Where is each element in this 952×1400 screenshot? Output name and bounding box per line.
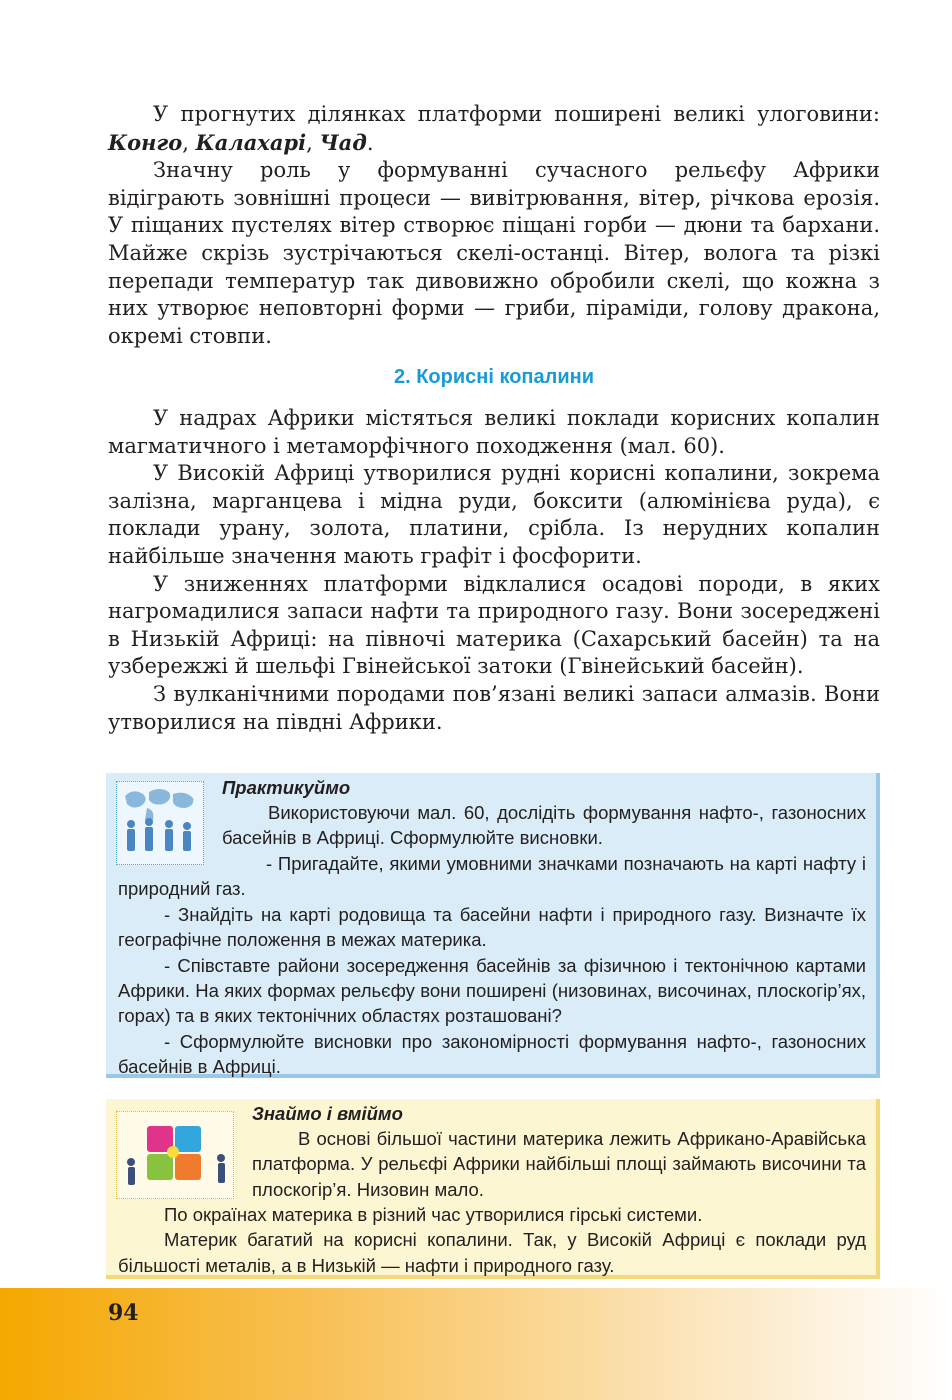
practice-step: - Знайдіть на карті родовища та басейни нафти і природного газу. Визначте їх географічне положення в межах материка. <box>118 903 866 951</box>
basin-name: Конго <box>108 129 183 155</box>
practice-step: - Співставте райони зосередження басейнів за фізичною і тектонічною картами Африки. На яких формах рельєфу вони поширені (низовинах, височинах, плоскогір’ях, горах) та в яких тектонічних областях розташовані? <box>118 954 866 1027</box>
know-title <box>252 1101 866 1126</box>
paragraph-relief: Значну роль у формуванні сучасного рельєфу Африки відіграють зовнішні процеси — вивітрювання, вітер, річкова ерозія. У піщаних пустелях вітер створює піщані горби — дюни та бархани. Майже скрізь зустрічаються скелі-останці. Вітер, волога та різкі перепади температур так дивовижно обробили скелі, що кожна з них утворює неповторні форми — гриби, піраміди, голову дракона, окремі стовпи. <box>108 158 880 348</box>
basin-name: Чад <box>319 129 367 155</box>
practice-intro-text: Використовуючи мал. 60, дослідіть формування нафто-, газоносних басейнів в Африці. Сформулюйте висновки. <box>222 802 866 849</box>
know-p1 <box>252 1126 866 1202</box>
paragraph-minerals-intro: У надрах Африки містяться великі поклади корисних копалин магматичного і метаморфічного походження (мал. 60). <box>108 406 880 458</box>
practice-title-text: Практикуймо <box>222 777 351 798</box>
know-box <box>106 1099 880 1279</box>
paragraph-high-africa: У Високій Африці утворилися рудні корисні копалини, зокрема залізна, марганцева і мідна руди, боксити (алюмінієва руда), є поклади урану, золота, платини, срібла. Із нерудних копалин найбільше значення мають графіт і фосфорити. <box>108 461 880 568</box>
paragraph-basins-text: У прогнутих ділянках платформи поширені великі улоговини: <box>153 102 880 126</box>
know-p1-text: В основі більшої частини материка лежить Африкано-Аравійська платформа. У рельєфі Африки найбільші площі займають височини та плоскогір’я. Низовин мало. <box>252 1128 866 1200</box>
minerals-text <box>108 405 880 736</box>
page-number: 94 <box>108 1300 139 1326</box>
practice-title <box>222 775 866 800</box>
intro-text <box>108 101 880 350</box>
know-p2-text: По окраїнах материка в різний час утворилися гірські системи. <box>164 1204 703 1225</box>
practice-step: - Сформулюйте висновки про закономірності формування нафто-, газоносних басейнів в Африці. <box>118 1030 866 1078</box>
practice-box <box>106 773 880 1078</box>
paragraph-basins: У прогнутих ділянках платформи поширені великі улоговини: Конго, Калахарі, Чад. <box>108 102 880 155</box>
paragraph-diamonds: З вулканічними породами пов’язані великі запаси алмазів. Вони утворилися на півдні Африки. <box>108 681 880 734</box>
know-title-text: Знаймо і вміймо <box>252 1103 403 1124</box>
basin-name: Калахарі <box>195 129 307 155</box>
practice-step: - Пригадайте, якими умовними значками позначають на карті нафту і природний газ. <box>118 853 866 900</box>
practice-steps <box>118 851 866 1080</box>
know-rest <box>118 1202 866 1278</box>
know-p3-text: Материк багатий на корисні копалини. Так, у Високій Африці є поклади руд більшості металів, а в Низькій — нафти і природного газу. <box>118 1229 866 1276</box>
puzzle-people-icon <box>116 1111 234 1199</box>
footer-band <box>0 1288 952 1400</box>
section-heading: 2. Корисні копалини <box>393 366 595 388</box>
paragraph-low-africa: У зниженнях платформи відклалися осадові породи, в яких нагромадилися запаси нафти та природного газу. Вони зосереджені в Низькій Африці: на півночі материка (Сахарський басейн) та на узбережжі й шельфі Гвінейської затоки (Гвінейський басейн). <box>108 571 880 679</box>
practice-intro <box>222 800 866 851</box>
